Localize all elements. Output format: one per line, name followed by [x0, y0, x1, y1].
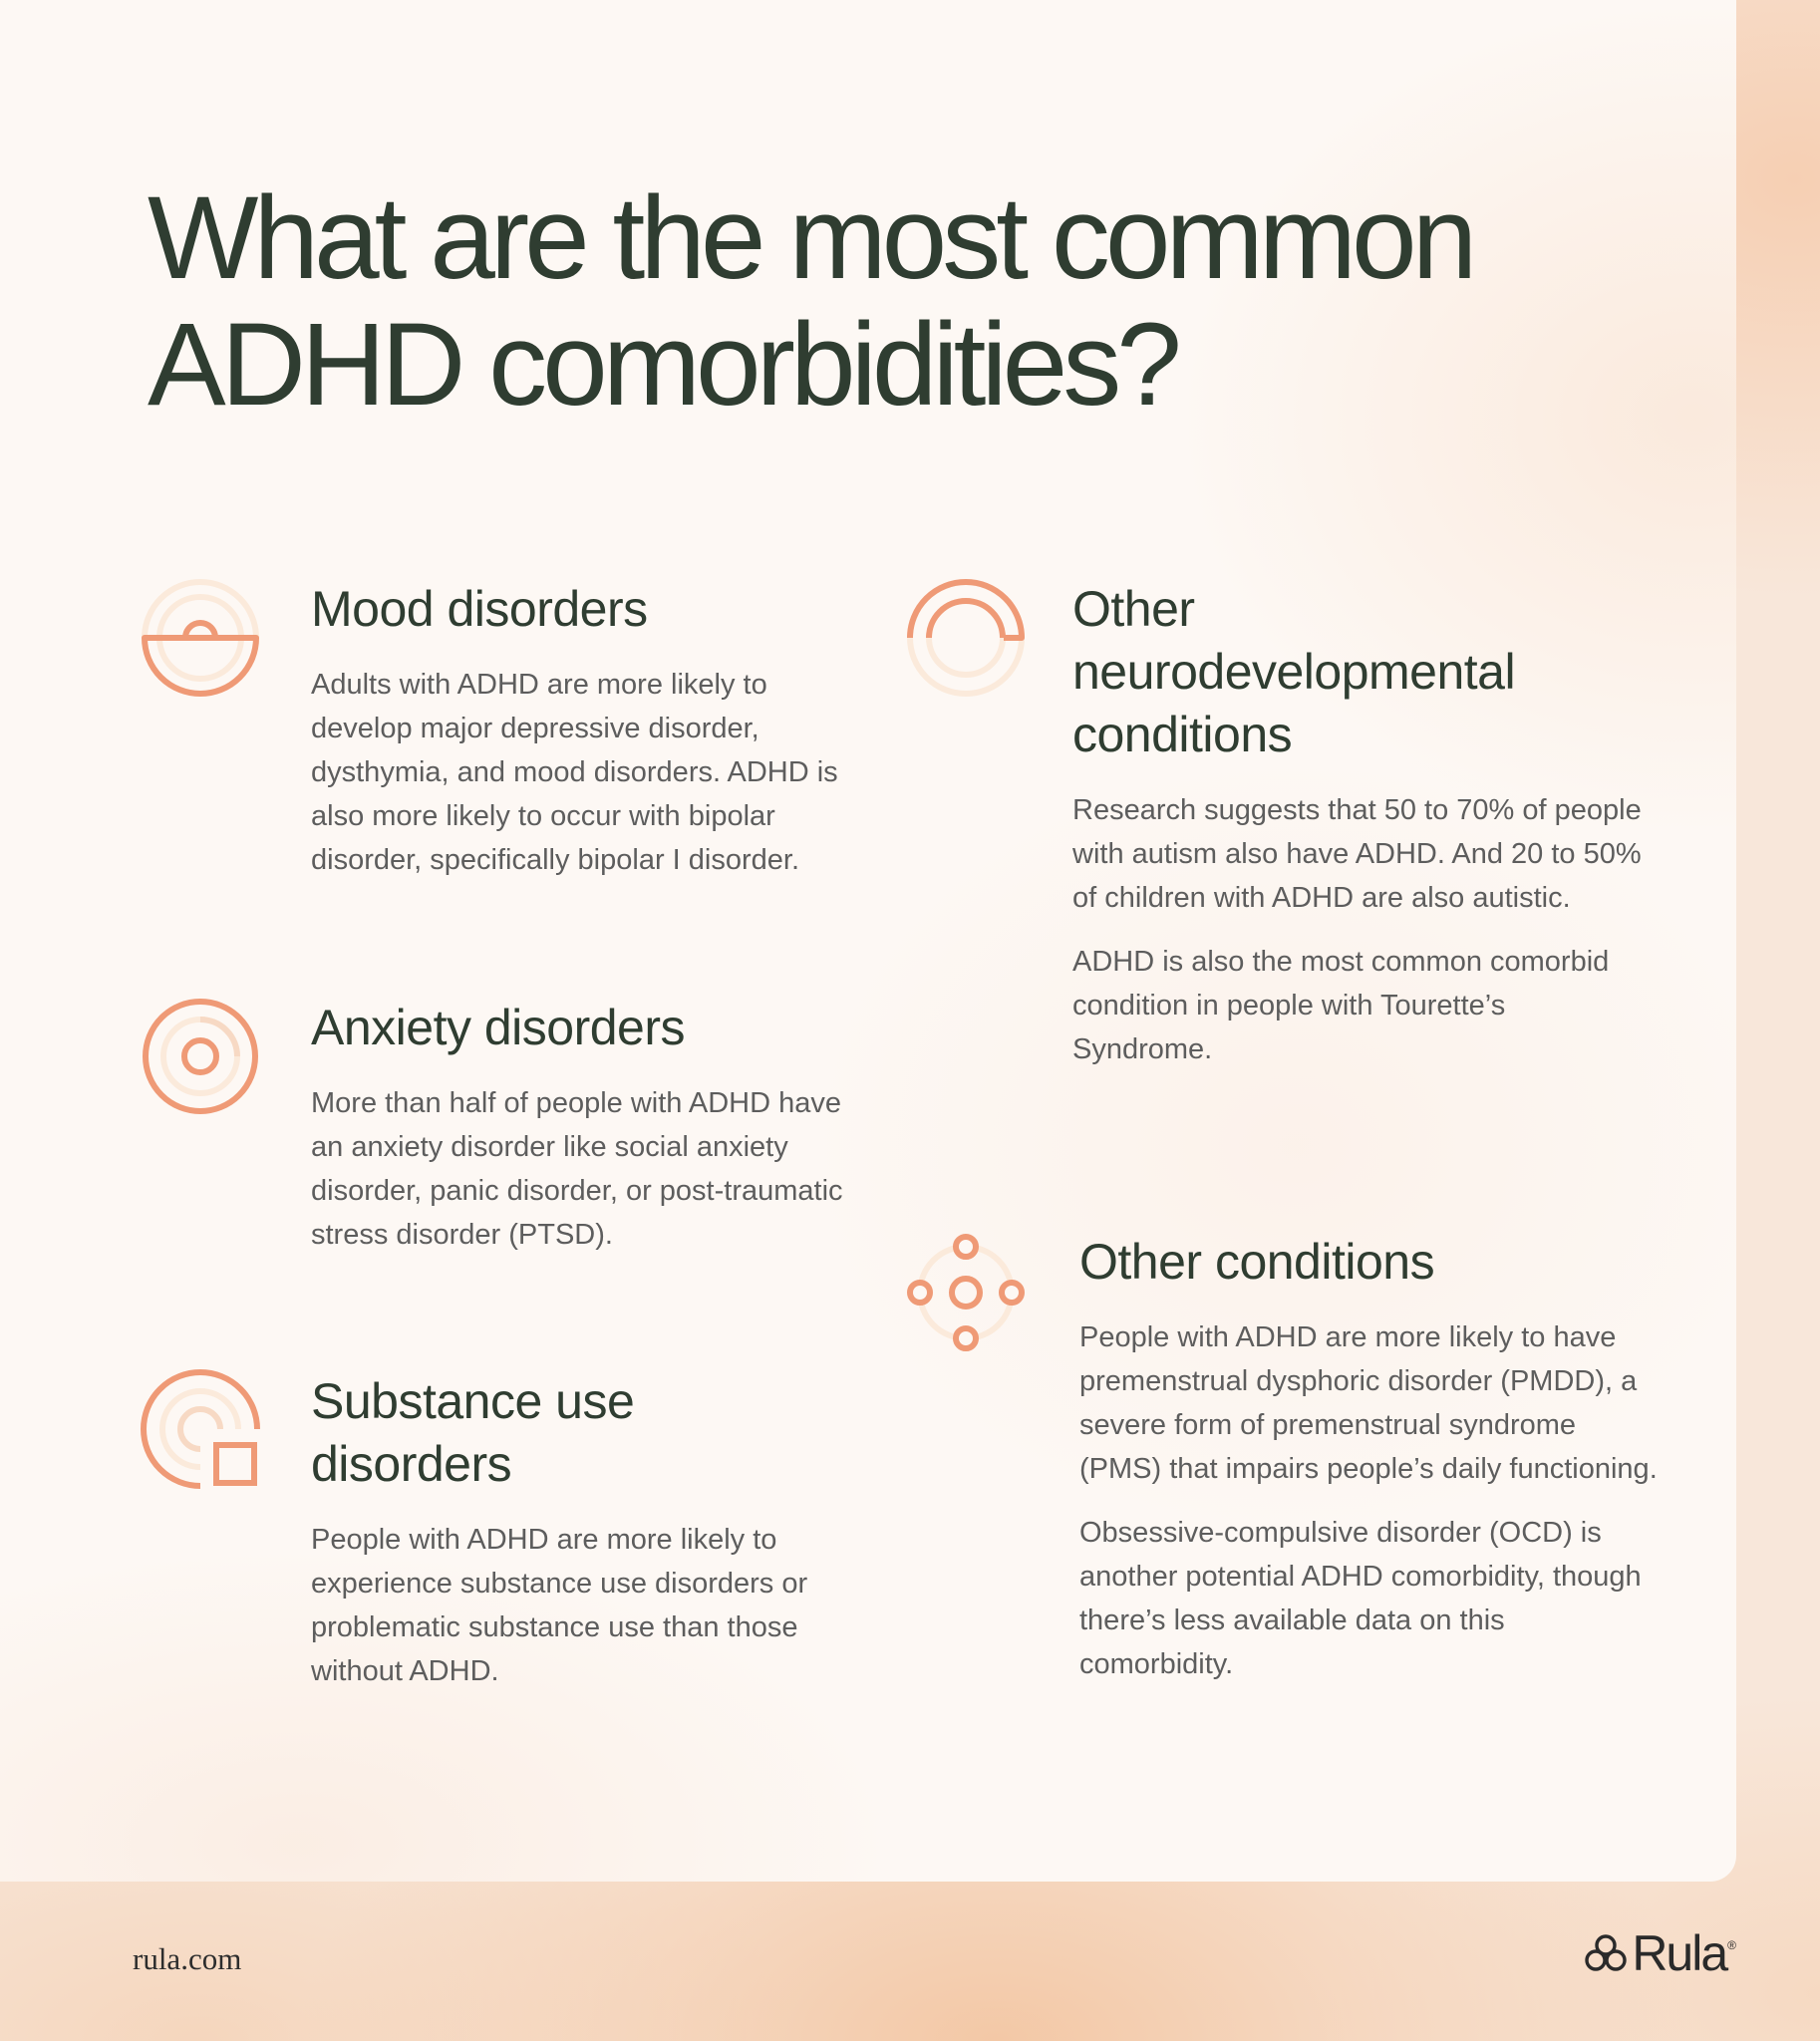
page-title: What are the most common ADHD comorbidities?	[148, 172, 1473, 431]
section-heading: Anxiety disorders	[311, 1000, 685, 1055]
section-heading: Other neurodevelopmental conditions	[1072, 581, 1516, 762]
section-heading: Substance use disorders	[311, 1373, 635, 1492]
brand-name: Rula	[1632, 1925, 1727, 1981]
section-heading: Other conditions	[1079, 1234, 1435, 1290]
anxiety-disorders-icon	[139, 995, 262, 1118]
section-paragraph: More than half of people with ADHD have an anxiety disorder like social anxiety disorder, panic disorder, or post-traumatic stress disorder (PTSD).	[311, 1087, 843, 1251]
section-anxiety-disorders	[311, 997, 869, 1277]
section-neurodevelopmental	[1072, 578, 1651, 1091]
registered-mark: ®	[1727, 1938, 1736, 1952]
rula-logo-icon	[1584, 1933, 1628, 1973]
section-paragraph: Research suggests that 50 to 70% of people with autism also have ADHD. And 20 to 50% of children with ADHD are also autistic.	[1072, 794, 1642, 914]
section-other-conditions	[1079, 1231, 1658, 1706]
neurodevelopmental-icon	[904, 576, 1028, 700]
mood-disorders-icon	[139, 576, 262, 700]
substance-use-icon	[139, 1367, 262, 1491]
section-paragraph: People with ADHD are more likely to have premenstrual dysphoric disorder (PMDD), a severe form of premenstrual syndrome (PMS) that impairs people’s daily functioning.	[1079, 1321, 1658, 1485]
section-paragraph: Obsessive-compulsive disorder (OCD) is another potential ADHD comorbidity, though there’s less available data on this comorbidity.	[1079, 1517, 1642, 1680]
other-conditions-icon	[904, 1231, 1028, 1354]
footer-brand[interactable]	[1584, 1924, 1736, 1982]
section-paragraph: Adults with ADHD are more likely to develop major depressive disorder, dysthymia, and mood disorders. ADHD is also more likely to occur with bipolar disorder, specifically bipolar I disorder.	[311, 669, 838, 876]
footer-url[interactable]: rula.com	[133, 1941, 242, 1976]
section-paragraph: People with ADHD are more likely to experience substance use disorders or problematic substance use than those without ADHD.	[311, 1524, 808, 1687]
section-mood-disorders	[311, 578, 869, 902]
section-substance-use	[311, 1370, 869, 1713]
section-paragraph: ADHD is also the most common comorbid condition in people with Tourette’s Syndrome.	[1072, 946, 1610, 1065]
section-heading: Mood disorders	[311, 581, 648, 637]
